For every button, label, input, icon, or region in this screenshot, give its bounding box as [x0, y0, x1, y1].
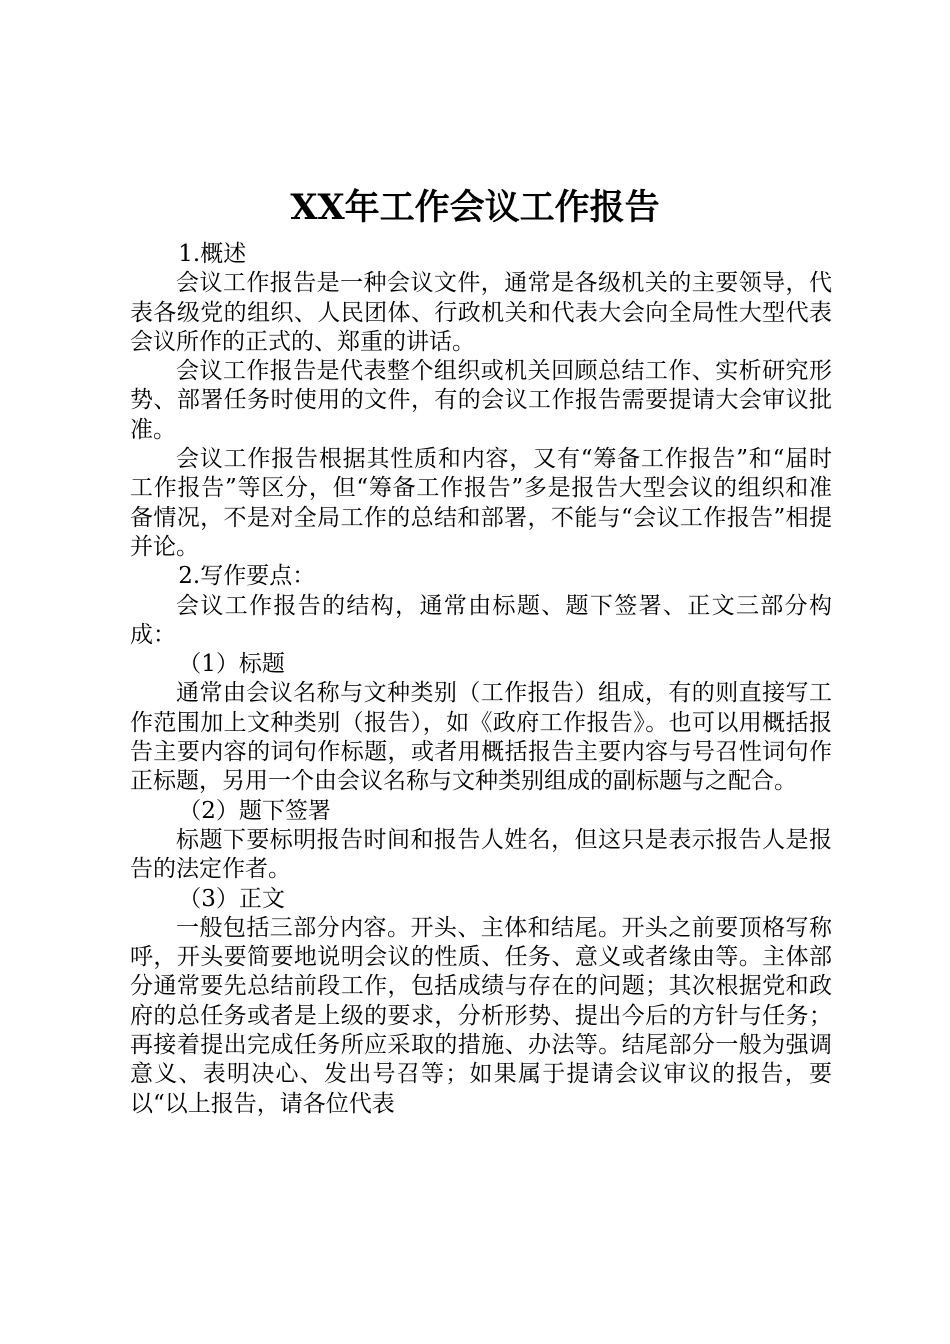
subsection-heading: （2）题下签署 [178, 797, 331, 824]
body-paragraph: 一般包括三部分内容。开头、主体和结尾。开头之前要顶格写称呼，开头要简要地说明会议的性质、任务、意义或者缘由等。主体部分通常要先总结前段工作，包括成绩与存在的问题；其次根据党和政府的总任务或者是上级的要求，分析形势、提出今后的方针与任务；再接着提出完成任务所应采取的措施、办法等。结尾部分一般为强调意义、表明决心、发出号召等；如果属于提请会议审议的报告，要以“以上报告，请各位代表 [130, 914, 832, 1117]
body-paragraph: 会议工作报告根据其性质和内容，又有“筹备工作报告”和“届时工作报告”等区分，但“筹备工作报告”多是报告大型会议的组织和准备情况，不是对全局工作的总结和部署，不能与“会议工作报告”相提并论。 [130, 446, 832, 560]
document-title: XX年工作会议工作报告 [290, 187, 660, 228]
section-heading: 1.概述 [178, 241, 247, 267]
document-body [130, 240, 832, 1119]
section-heading: 2.写作要点： [178, 563, 316, 590]
subsection-heading: （1）标题 [178, 651, 285, 678]
subsection-heading: （3）正文 [178, 885, 285, 912]
body-paragraph: 标题下要标明报告时间和报告人姓名，但这只是表示报告人是报告的法定作者。 [130, 826, 832, 883]
body-paragraph: 通常由会议名称与文种类别（工作报告）组成，有的则直接写工作范围加上文种类别（报告），如《政府工作报告》。也可以用概括报告主要内容的词句作标题，或者用概括报告主要内容与号召性词句作正标题，另用一个由会议名称与文种类别组成的副标题与之配合。 [130, 680, 832, 795]
body-paragraph: 会议工作报告是代表整个组织或机关回顾总结工作、实析研究形势、部署任务时使用的文件，有的会议工作报告需要提请大会审议批准。 [130, 358, 832, 443]
body-paragraph: 会议工作报告是一种会议文件，通常是各级机关的主要领导，代表各级党的组织、人民团体、行政机关和代表大会向全局性大型代表会议所作的正式的、郑重的讲话。 [130, 270, 832, 355]
body-paragraph: 会议工作报告的结构，通常由标题、题下签署、正文三部分构成： [130, 592, 832, 648]
